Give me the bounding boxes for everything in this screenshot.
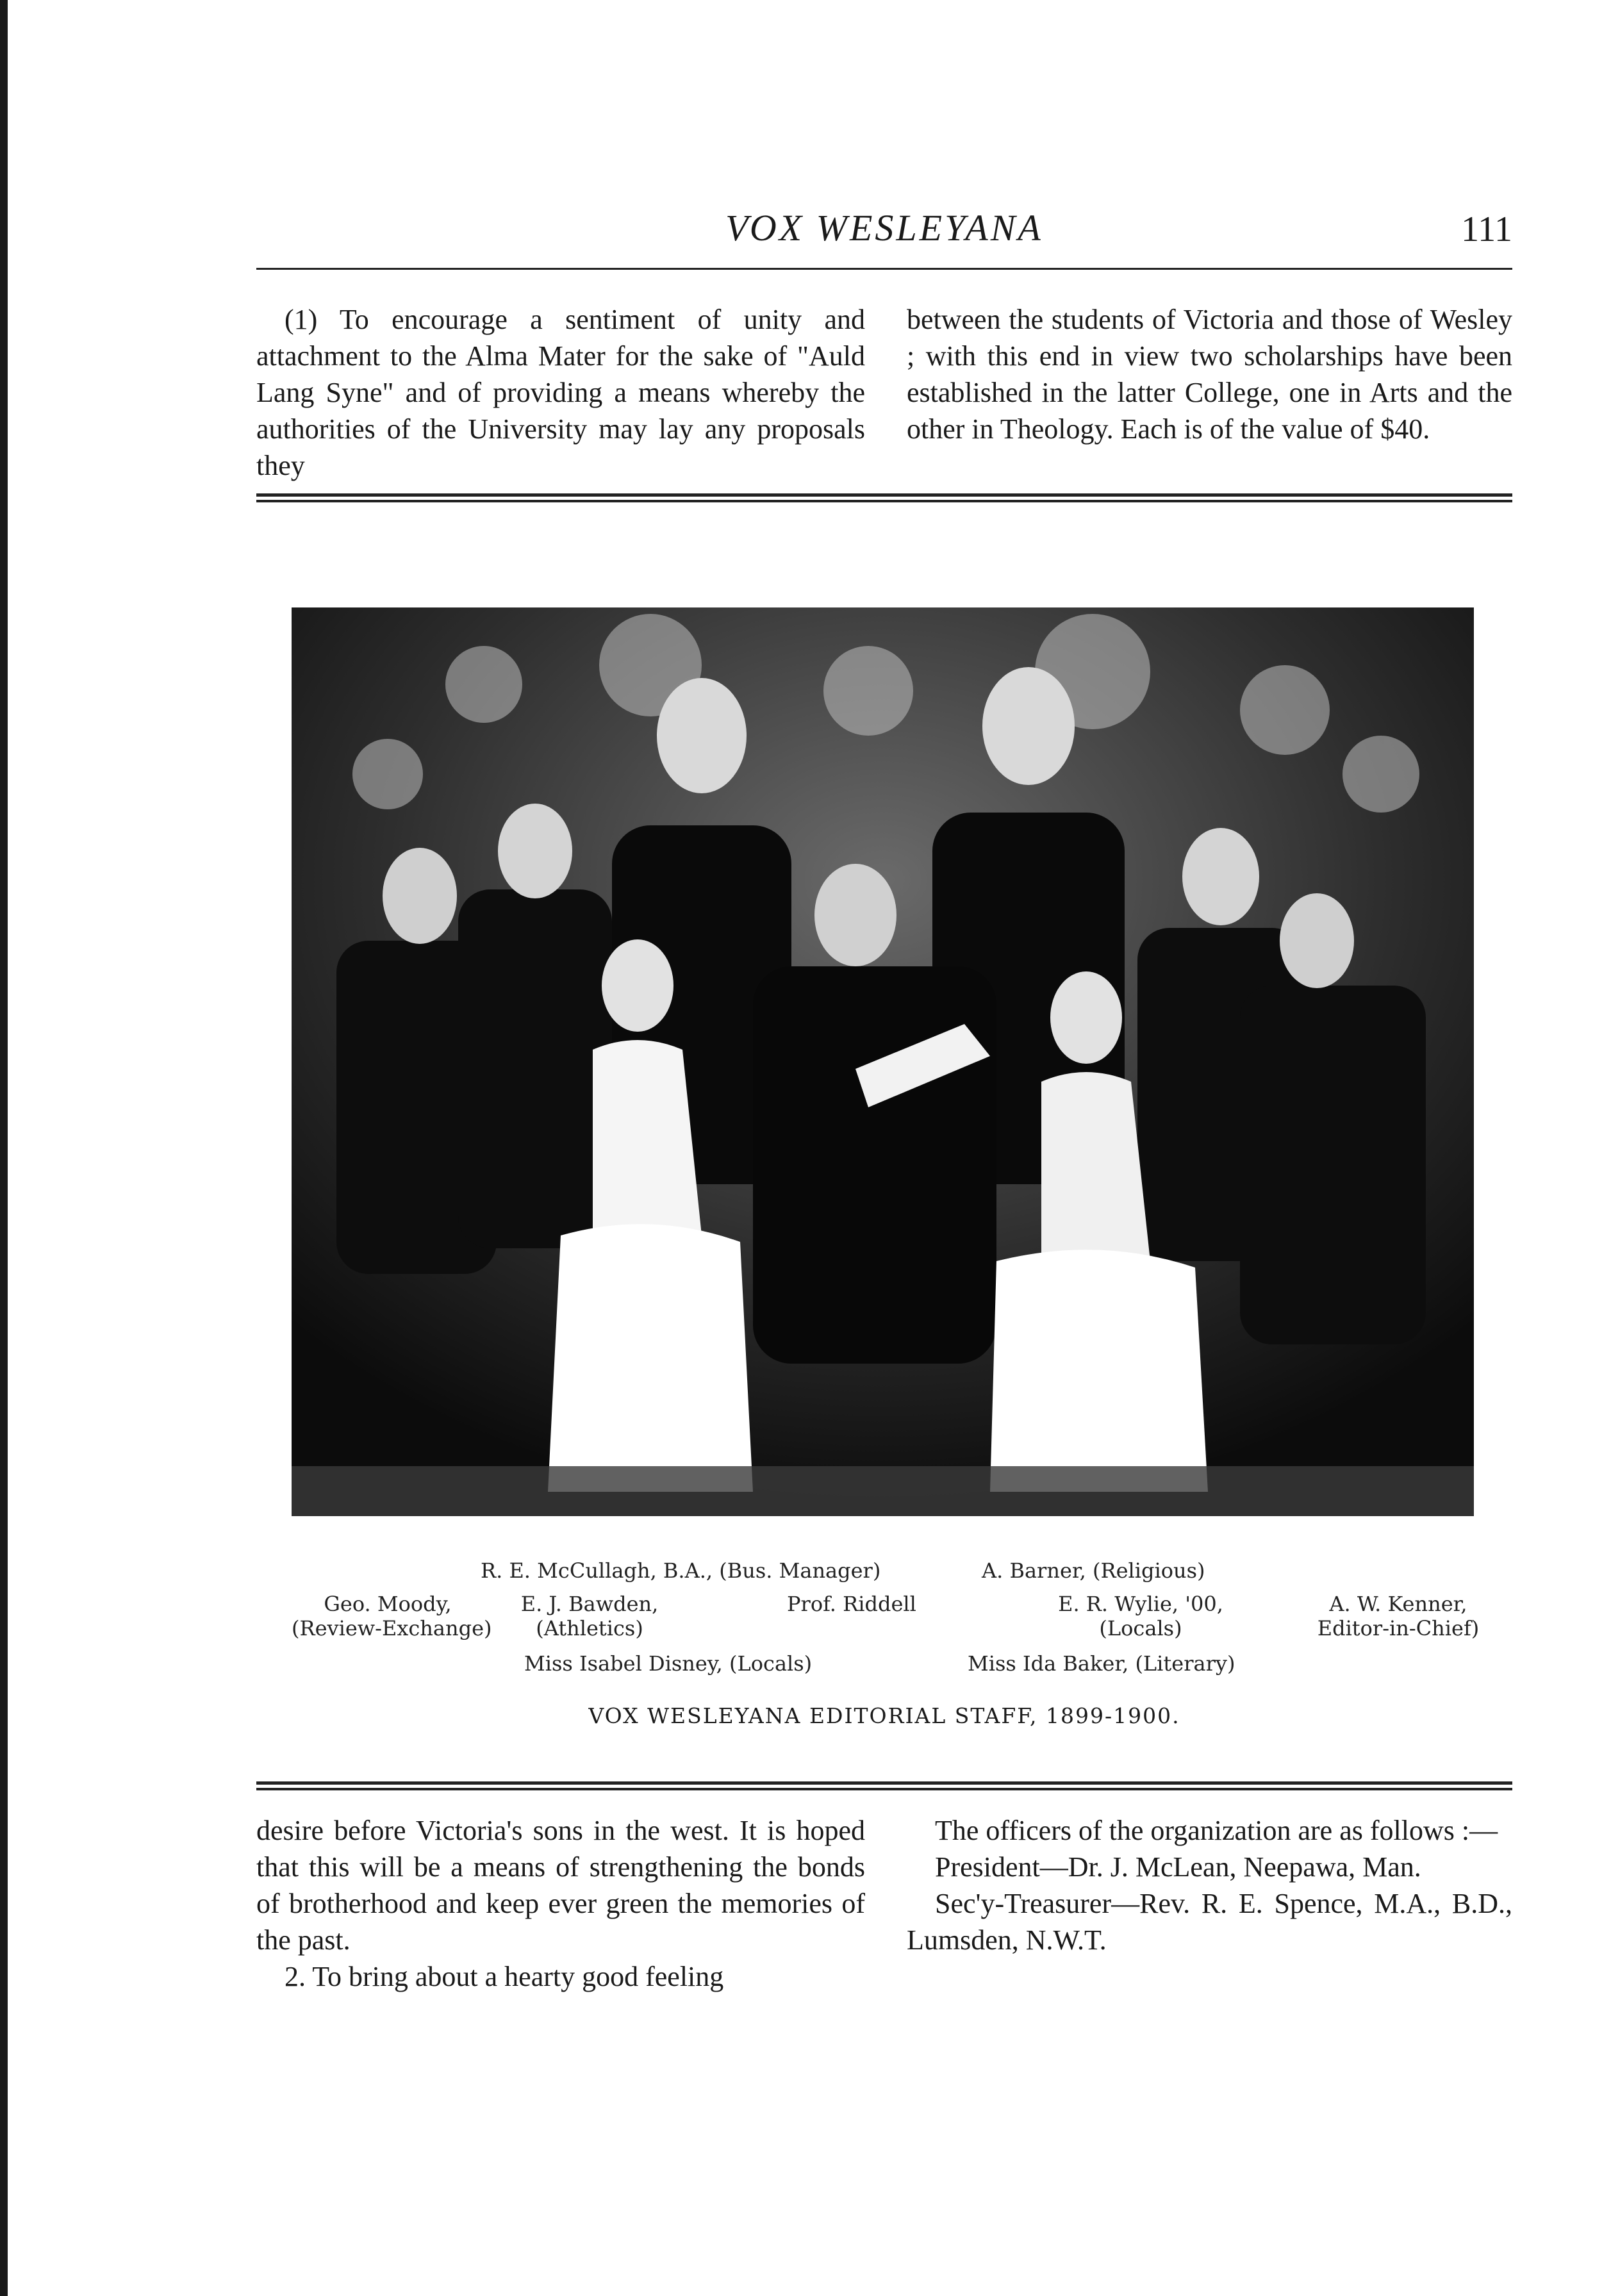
photo-caption-title: VOX WESLEYANA EDITORIAL STAFF, 1899-1900. (588, 1703, 1180, 1728)
section-rule-bottom (256, 1781, 1512, 1790)
caption-name: Geo. Moody, (324, 1592, 452, 1616)
page-header (256, 206, 1512, 258)
group-photograph (292, 607, 1474, 1516)
caption-barner: A. Barner, (Religious) (982, 1558, 1205, 1583)
caption-role: (Review-Exchange) (292, 1616, 492, 1640)
caption-name: E. R. Wylie, '00, (1058, 1592, 1223, 1616)
caption-riddell: Prof. Riddell (787, 1592, 916, 1616)
top-right-column (907, 301, 1512, 447)
caption-role: Editor-in-Chief) (1317, 1616, 1480, 1640)
caption-baker: Miss Ida Baker, (Literary) (968, 1651, 1235, 1676)
caption-wylie (1045, 1592, 1237, 1640)
running-title: VOX WESLEYANA (725, 207, 1043, 249)
paragraph: (1) To encourage a sentiment of unity and attachment to the Alma Mater for the sake of "Auld Lang Syne" and of providing a means whereby the authorities of the University may lay any proposals they (256, 304, 865, 481)
top-left-column (256, 301, 865, 484)
caption-kenner (1289, 1592, 1507, 1640)
paragraph: President—Dr. J. McLean, Neepawa, Man. (935, 1851, 1421, 1883)
header-rule (256, 268, 1512, 270)
paragraph: 2. To bring about a hearty good feeling (285, 1961, 724, 1992)
caption-moody (292, 1592, 492, 1640)
paragraph: The officers of the organization are as follows :— (935, 1815, 1498, 1846)
caption-name: E. J. Bawden, (520, 1592, 659, 1616)
section-rule-top (256, 493, 1512, 502)
bottom-left-column (256, 1812, 865, 1995)
page-number: 111 (1461, 210, 1512, 249)
page-edge-bar (0, 0, 8, 2296)
caption-bawden (500, 1592, 679, 1640)
bottom-right-column (907, 1812, 1512, 1958)
caption-role: (Locals) (1099, 1616, 1182, 1640)
caption-role: (Athletics) (536, 1616, 643, 1640)
paragraph: between the students of Victoria and those of Wesley ; with this end in view two scholarships have been established in the latter College, one in Arts and the other in Theology. Each is of the value of $40. (907, 304, 1512, 445)
caption-name: A. W. Kenner, (1329, 1592, 1467, 1616)
paragraph: desire before Victoria's sons in the west. It is hoped that this will be a means of strengthening the bonds of brotherhood and keep ever green the memories of the past. (256, 1815, 865, 1956)
caption-mccullagh: R. E. McCullagh, B.A., (Bus. Manager) (481, 1558, 881, 1583)
caption-disney: Miss Isabel Disney, (Locals) (524, 1651, 813, 1676)
paragraph: Sec'y-Treasurer—Rev. R. E. Spence, M.A., B.D., Lumsden, N.W.T. (907, 1888, 1512, 1956)
